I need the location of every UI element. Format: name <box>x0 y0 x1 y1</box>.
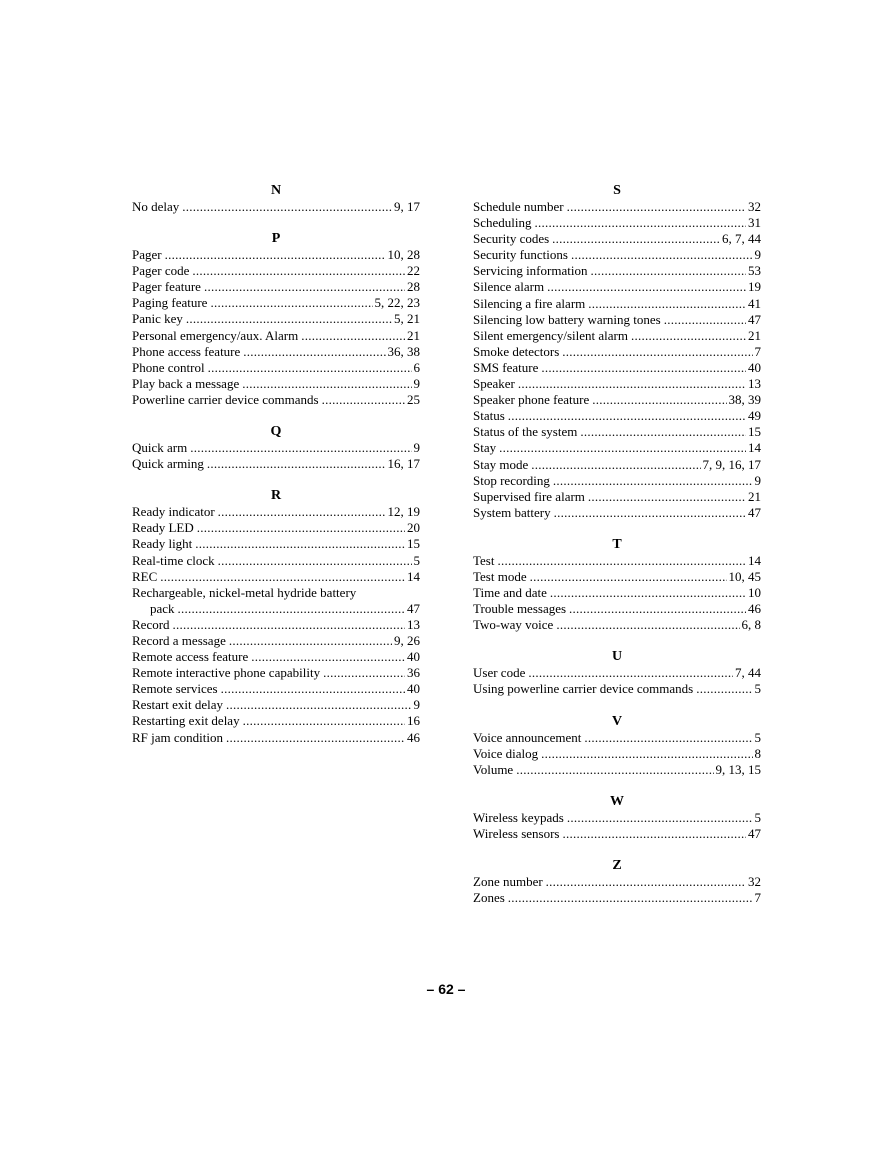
index-entry-term: Powerline carrier device commands <box>132 391 319 407</box>
dot-leader <box>580 424 746 440</box>
index-entry-term: Scheduling <box>473 215 532 231</box>
section-letter-heading: Q <box>270 424 282 440</box>
section-letter-heading: Z <box>612 858 622 873</box>
dot-leader <box>541 746 752 762</box>
dot-leader <box>508 890 753 906</box>
dot-leader <box>584 730 752 746</box>
index-entry-pages: 21 <box>407 327 420 343</box>
index-entry <box>473 296 761 312</box>
dot-leader <box>226 730 405 746</box>
index-entry <box>473 312 761 328</box>
index-entry-pages: 38, 39 <box>728 392 761 408</box>
index-entry-term: Speaker phone feature <box>473 392 590 408</box>
index-entry <box>132 295 420 311</box>
section-letter-heading: R <box>270 488 282 504</box>
index-entry-term: Silent emergency/silent alarm <box>473 327 628 343</box>
index-entry-term: Real-time clock <box>132 552 215 568</box>
dot-leader <box>301 328 405 344</box>
index-entry <box>132 247 420 263</box>
index-entry <box>473 457 761 473</box>
index-entry <box>132 601 420 617</box>
dot-leader <box>567 199 746 215</box>
dot-leader <box>243 344 385 360</box>
index-section-n <box>132 183 420 215</box>
index-entry-pages: 9, 26 <box>394 632 420 648</box>
dot-leader <box>207 456 386 472</box>
index-entry-term: Schedule number <box>473 199 564 214</box>
index-entry-pages: 5 <box>754 729 761 745</box>
index-entry <box>473 746 761 762</box>
index-entry <box>132 360 420 376</box>
dot-leader <box>497 553 746 569</box>
dot-leader <box>588 296 746 312</box>
index-entry-term: Status <box>473 408 505 424</box>
index-entry-pages: 9, 13, 15 <box>715 761 761 777</box>
index-entry <box>132 730 420 746</box>
index-entry-pages: 32 <box>748 199 761 214</box>
dot-leader <box>243 713 405 729</box>
index-entry <box>132 536 420 552</box>
index-entry <box>473 344 761 360</box>
section-letter-heading: U <box>611 649 623 665</box>
index-section-q <box>132 424 420 472</box>
dot-leader <box>541 360 746 376</box>
index-entry-term: Record a message <box>132 632 226 648</box>
index-entry-term: Ready indicator <box>132 504 215 520</box>
dot-leader <box>229 633 392 649</box>
index-entry-pages: 49 <box>748 408 761 424</box>
dot-leader <box>323 665 405 681</box>
index-entry <box>132 440 420 456</box>
index-entry-pages: 16 <box>407 713 420 729</box>
index-entry <box>132 697 420 713</box>
index-entry-pages: 14 <box>407 568 420 584</box>
dot-leader <box>218 553 412 569</box>
dot-leader <box>562 344 752 360</box>
index-entry-term: Volume <box>473 761 514 777</box>
index-entry-pages: 28 <box>407 279 420 295</box>
index-entry-term: Panic key <box>132 311 183 327</box>
index-entry-term: Test mode <box>473 568 527 584</box>
index-entry-pages: 46 <box>748 601 761 617</box>
index-entry-term: pack <box>150 600 175 616</box>
dot-leader <box>696 681 752 697</box>
index-entry <box>132 279 420 295</box>
index-entry <box>132 585 420 601</box>
index-entry <box>473 247 761 263</box>
dot-leader <box>173 617 405 633</box>
index-entry <box>473 424 761 440</box>
index-entry-pages: 25 <box>407 391 420 407</box>
index-entry-pages: 7, 44 <box>735 665 761 681</box>
index-section-t <box>473 537 761 633</box>
dot-leader <box>221 681 405 697</box>
dot-leader <box>550 585 746 601</box>
index-entry <box>473 874 761 890</box>
index-column-right <box>473 183 761 906</box>
index-entry <box>473 489 761 505</box>
index-entry-pages: 12, 19 <box>387 504 420 520</box>
section-letter-heading: S <box>613 183 621 198</box>
index-entry <box>132 569 420 585</box>
dot-leader <box>553 473 753 489</box>
index-entry-term: Personal emergency/aux. Alarm <box>132 327 299 343</box>
dot-leader <box>552 231 720 247</box>
index-entry-pages: 40 <box>407 649 420 665</box>
index-entry-term: Two-way voice <box>473 617 554 633</box>
index-entry-pages: 41 <box>748 295 761 311</box>
index-entry <box>473 730 761 746</box>
index-entry-term: Pager feature <box>132 279 201 295</box>
index-entry-pages: 9, 17 <box>394 199 420 214</box>
dot-leader <box>554 505 746 521</box>
index-section-z <box>473 858 761 906</box>
index-entry-pages: 8 <box>754 745 761 761</box>
index-entry-pages: 36 <box>407 665 420 681</box>
dot-leader <box>588 489 746 505</box>
index-entry-term: Restart exit delay <box>132 697 223 713</box>
index-entry-term: Zones <box>473 890 505 906</box>
index-entry-pages: 9 <box>754 472 761 488</box>
dot-leader <box>226 697 412 713</box>
dot-leader <box>190 440 411 456</box>
index-entry <box>473 665 761 681</box>
index-entry-pages: 13 <box>748 376 761 392</box>
index-entry-term: Play back a message <box>132 375 240 391</box>
index-entry-pages: 21 <box>748 488 761 504</box>
index-entry-term: Test <box>473 552 495 568</box>
dot-leader <box>508 408 746 424</box>
index-section-w <box>473 794 761 842</box>
index-entry-term: REC <box>132 568 158 584</box>
index-entry-term: Speaker <box>473 376 515 392</box>
index-entry <box>473 440 761 456</box>
index-entry <box>473 681 761 697</box>
index-entry-term: Phone access feature <box>132 343 241 359</box>
index-section-r <box>132 488 420 745</box>
index-entry <box>473 199 761 215</box>
dot-leader <box>182 199 392 215</box>
index-entry-pages: 10 <box>748 585 761 601</box>
index-entry <box>473 553 761 569</box>
index-entry <box>473 505 761 521</box>
dot-leader <box>192 263 405 279</box>
index-entry-pages: 6 <box>413 359 420 375</box>
index-entry-term: Remote services <box>132 681 218 697</box>
index-entry-term: Using powerline carrier device commands <box>473 681 694 697</box>
index-entry-term: Remote interactive phone capability <box>132 665 321 681</box>
index-entry-term: Supervised fire alarm <box>473 488 585 504</box>
dot-leader <box>210 295 372 311</box>
index-entry-pages: 19 <box>748 279 761 295</box>
index-entry <box>473 231 761 247</box>
index-entry-pages: 14 <box>748 440 761 456</box>
dot-leader <box>499 440 746 456</box>
index-entry <box>132 376 420 392</box>
index-entry-term: Remote access feature <box>132 649 249 665</box>
index-entry-pages: 21 <box>748 327 761 343</box>
index-entry-term: Security functions <box>473 247 568 263</box>
index-entry-pages: 9 <box>413 440 420 456</box>
index-entry-pages: 5 <box>413 552 420 568</box>
index-entry-term: Voice announcement <box>473 729 582 745</box>
index-entry-term: Record <box>132 616 170 632</box>
index-entry-term: Ready LED <box>132 520 194 536</box>
index-entry-pages: 47 <box>748 825 761 841</box>
index-entry-term: Silence alarm <box>473 279 545 295</box>
index-entry-term: Silencing a fire alarm <box>473 295 586 311</box>
index-entry-pages: 47 <box>407 600 420 616</box>
index-entry <box>473 585 761 601</box>
index-entry-term: Time and date <box>473 585 547 601</box>
index-entry-term: Ready light <box>132 536 193 552</box>
dot-leader <box>160 569 405 585</box>
index-entry-pages: 40 <box>407 681 420 697</box>
dot-leader <box>178 601 405 617</box>
index-entry-term: User code <box>473 665 526 681</box>
index-entry <box>473 263 761 279</box>
dot-leader <box>567 810 753 826</box>
index-entry-term: Quick arming <box>132 456 204 472</box>
index-entry <box>132 553 420 569</box>
index-entry-term: Voice dialog <box>473 745 539 761</box>
index-entry-pages: 6, 7, 44 <box>722 231 761 247</box>
index-entry <box>473 392 761 408</box>
index-entry-pages: 6, 8 <box>741 617 761 633</box>
index-entry-term: Restarting exit delay <box>132 713 240 729</box>
dot-leader <box>592 392 726 408</box>
index-entry-pages: 7 <box>754 890 761 906</box>
index-entry <box>473 360 761 376</box>
dot-leader <box>590 263 746 279</box>
dot-leader <box>322 392 405 408</box>
index-section-p <box>132 231 420 408</box>
dot-leader <box>547 279 746 295</box>
dot-leader <box>530 569 727 585</box>
section-letter-heading: W <box>610 793 624 809</box>
index-entry-pages: 22 <box>407 263 420 279</box>
index-entry-pages: 10, 28 <box>387 247 420 263</box>
dot-leader <box>563 826 747 842</box>
dot-leader <box>165 247 386 263</box>
dot-leader <box>528 665 733 681</box>
index-entry-pages: 53 <box>748 263 761 279</box>
index-column-left <box>132 183 420 746</box>
index-entry <box>132 199 420 215</box>
index-entry <box>132 311 420 327</box>
dot-leader <box>664 312 746 328</box>
index-entry <box>132 713 420 729</box>
index-entry-term: Phone control <box>132 359 205 375</box>
index-entry-pages: 31 <box>748 215 761 231</box>
index-entry-term: Security codes <box>473 231 550 247</box>
index-entry <box>132 633 420 649</box>
index-entry <box>473 408 761 424</box>
dot-leader <box>195 536 405 552</box>
index-entry-pages: 5 <box>754 681 761 697</box>
index-entry <box>473 473 761 489</box>
index-entry-term: Paging feature <box>132 295 208 311</box>
dot-leader <box>546 874 746 890</box>
dot-leader <box>531 457 700 473</box>
dot-leader <box>631 328 746 344</box>
index-entry-term: Trouble messages <box>473 601 567 617</box>
dot-leader <box>204 279 405 295</box>
index-entry-term: Silencing low battery warning tones <box>473 311 661 327</box>
index-entry-term: Pager code <box>132 263 190 279</box>
index-entry-pages: 15 <box>748 424 761 440</box>
index-entry-pages: 47 <box>748 311 761 327</box>
index-section-u <box>473 649 761 697</box>
index-entry-pages: 7, 9, 16, 17 <box>702 456 761 472</box>
section-letter-heading: T <box>612 536 622 552</box>
index-entry-pages: 13 <box>407 616 420 632</box>
dot-leader <box>242 376 411 392</box>
index-entry-term: Stop recording <box>473 472 550 488</box>
index-entry-pages: 46 <box>407 729 420 745</box>
dot-leader <box>208 360 412 376</box>
index-entry-pages: 9 <box>413 375 420 391</box>
index-section-v <box>473 714 761 778</box>
dot-leader <box>556 617 739 633</box>
section-letter-heading: V <box>611 713 623 729</box>
page-number: – 62 – <box>426 981 466 997</box>
index-entry-pages: 5, 22, 23 <box>374 295 420 311</box>
index-entry <box>473 279 761 295</box>
dot-leader <box>571 247 753 263</box>
index-entry-pages: 20 <box>407 520 420 536</box>
index-entry-pages: 9 <box>754 247 761 263</box>
index-entry <box>132 681 420 697</box>
index-entry <box>473 601 761 617</box>
dot-leader <box>186 311 392 327</box>
index-entry-pages: 32 <box>748 874 761 889</box>
index-entry-term: Pager <box>132 247 162 263</box>
index-entry <box>132 392 420 408</box>
index-entry <box>473 890 761 906</box>
index-entry <box>132 520 420 536</box>
index-entry-term: Zone number <box>473 874 543 889</box>
index-entry <box>132 344 420 360</box>
index-entry <box>132 328 420 344</box>
index-entry <box>473 328 761 344</box>
index-entry-term: Status of the system <box>473 424 578 440</box>
index-entry-pages: 9 <box>413 697 420 713</box>
index-entry <box>132 263 420 279</box>
index-entry-term: Smoke detectors <box>473 343 560 359</box>
index-entry-term: Stay <box>473 440 497 456</box>
index-entry-term: No delay <box>132 199 180 214</box>
index-entry <box>473 762 761 778</box>
index-entry <box>132 504 420 520</box>
index-entry-term: Rechargeable, nickel-metal hydride battery <box>132 584 357 600</box>
dot-leader <box>197 520 405 536</box>
index-entry-pages: 10, 45 <box>728 568 761 584</box>
section-letter-heading: P <box>271 231 281 247</box>
index-entry-term: Wireless sensors <box>473 825 560 841</box>
index-entry-term: Wireless keypads <box>473 809 564 825</box>
index-entry-pages: 15 <box>407 536 420 552</box>
index-entry-term: System battery <box>473 504 551 520</box>
index-entry <box>473 810 761 826</box>
index-entry-pages: 36, 38 <box>387 343 420 359</box>
index-entry <box>473 569 761 585</box>
index-entry <box>132 649 420 665</box>
index-entry <box>473 215 761 231</box>
index-entry-pages: 47 <box>748 504 761 520</box>
index-section-s <box>473 183 761 521</box>
index-entry-term: Quick arm <box>132 440 188 456</box>
index-entry-pages: 5 <box>754 809 761 825</box>
index-entry-pages: 7 <box>754 343 761 359</box>
index-entry-term: SMS feature <box>473 359 539 375</box>
dot-leader <box>251 649 405 665</box>
index-entry <box>132 617 420 633</box>
index-entry <box>473 376 761 392</box>
dot-leader <box>516 762 713 778</box>
index-entry-term: Stay mode <box>473 456 529 472</box>
dot-leader <box>518 376 746 392</box>
index-entry-term: Servicing information <box>473 263 588 279</box>
index-entry-pages: 40 <box>748 359 761 375</box>
index-entry-pages: 5, 21 <box>394 311 420 327</box>
index-entry <box>132 665 420 681</box>
dot-leader <box>569 601 746 617</box>
index-entry-term: RF jam condition <box>132 729 223 745</box>
index-entry <box>132 456 420 472</box>
dot-leader <box>218 504 386 520</box>
index-entry <box>473 617 761 633</box>
index-entry-pages: 16, 17 <box>387 456 420 472</box>
dot-leader <box>535 215 747 231</box>
index-entry-pages: 14 <box>748 552 761 568</box>
section-letter-heading: N <box>270 183 282 198</box>
index-entry <box>473 826 761 842</box>
